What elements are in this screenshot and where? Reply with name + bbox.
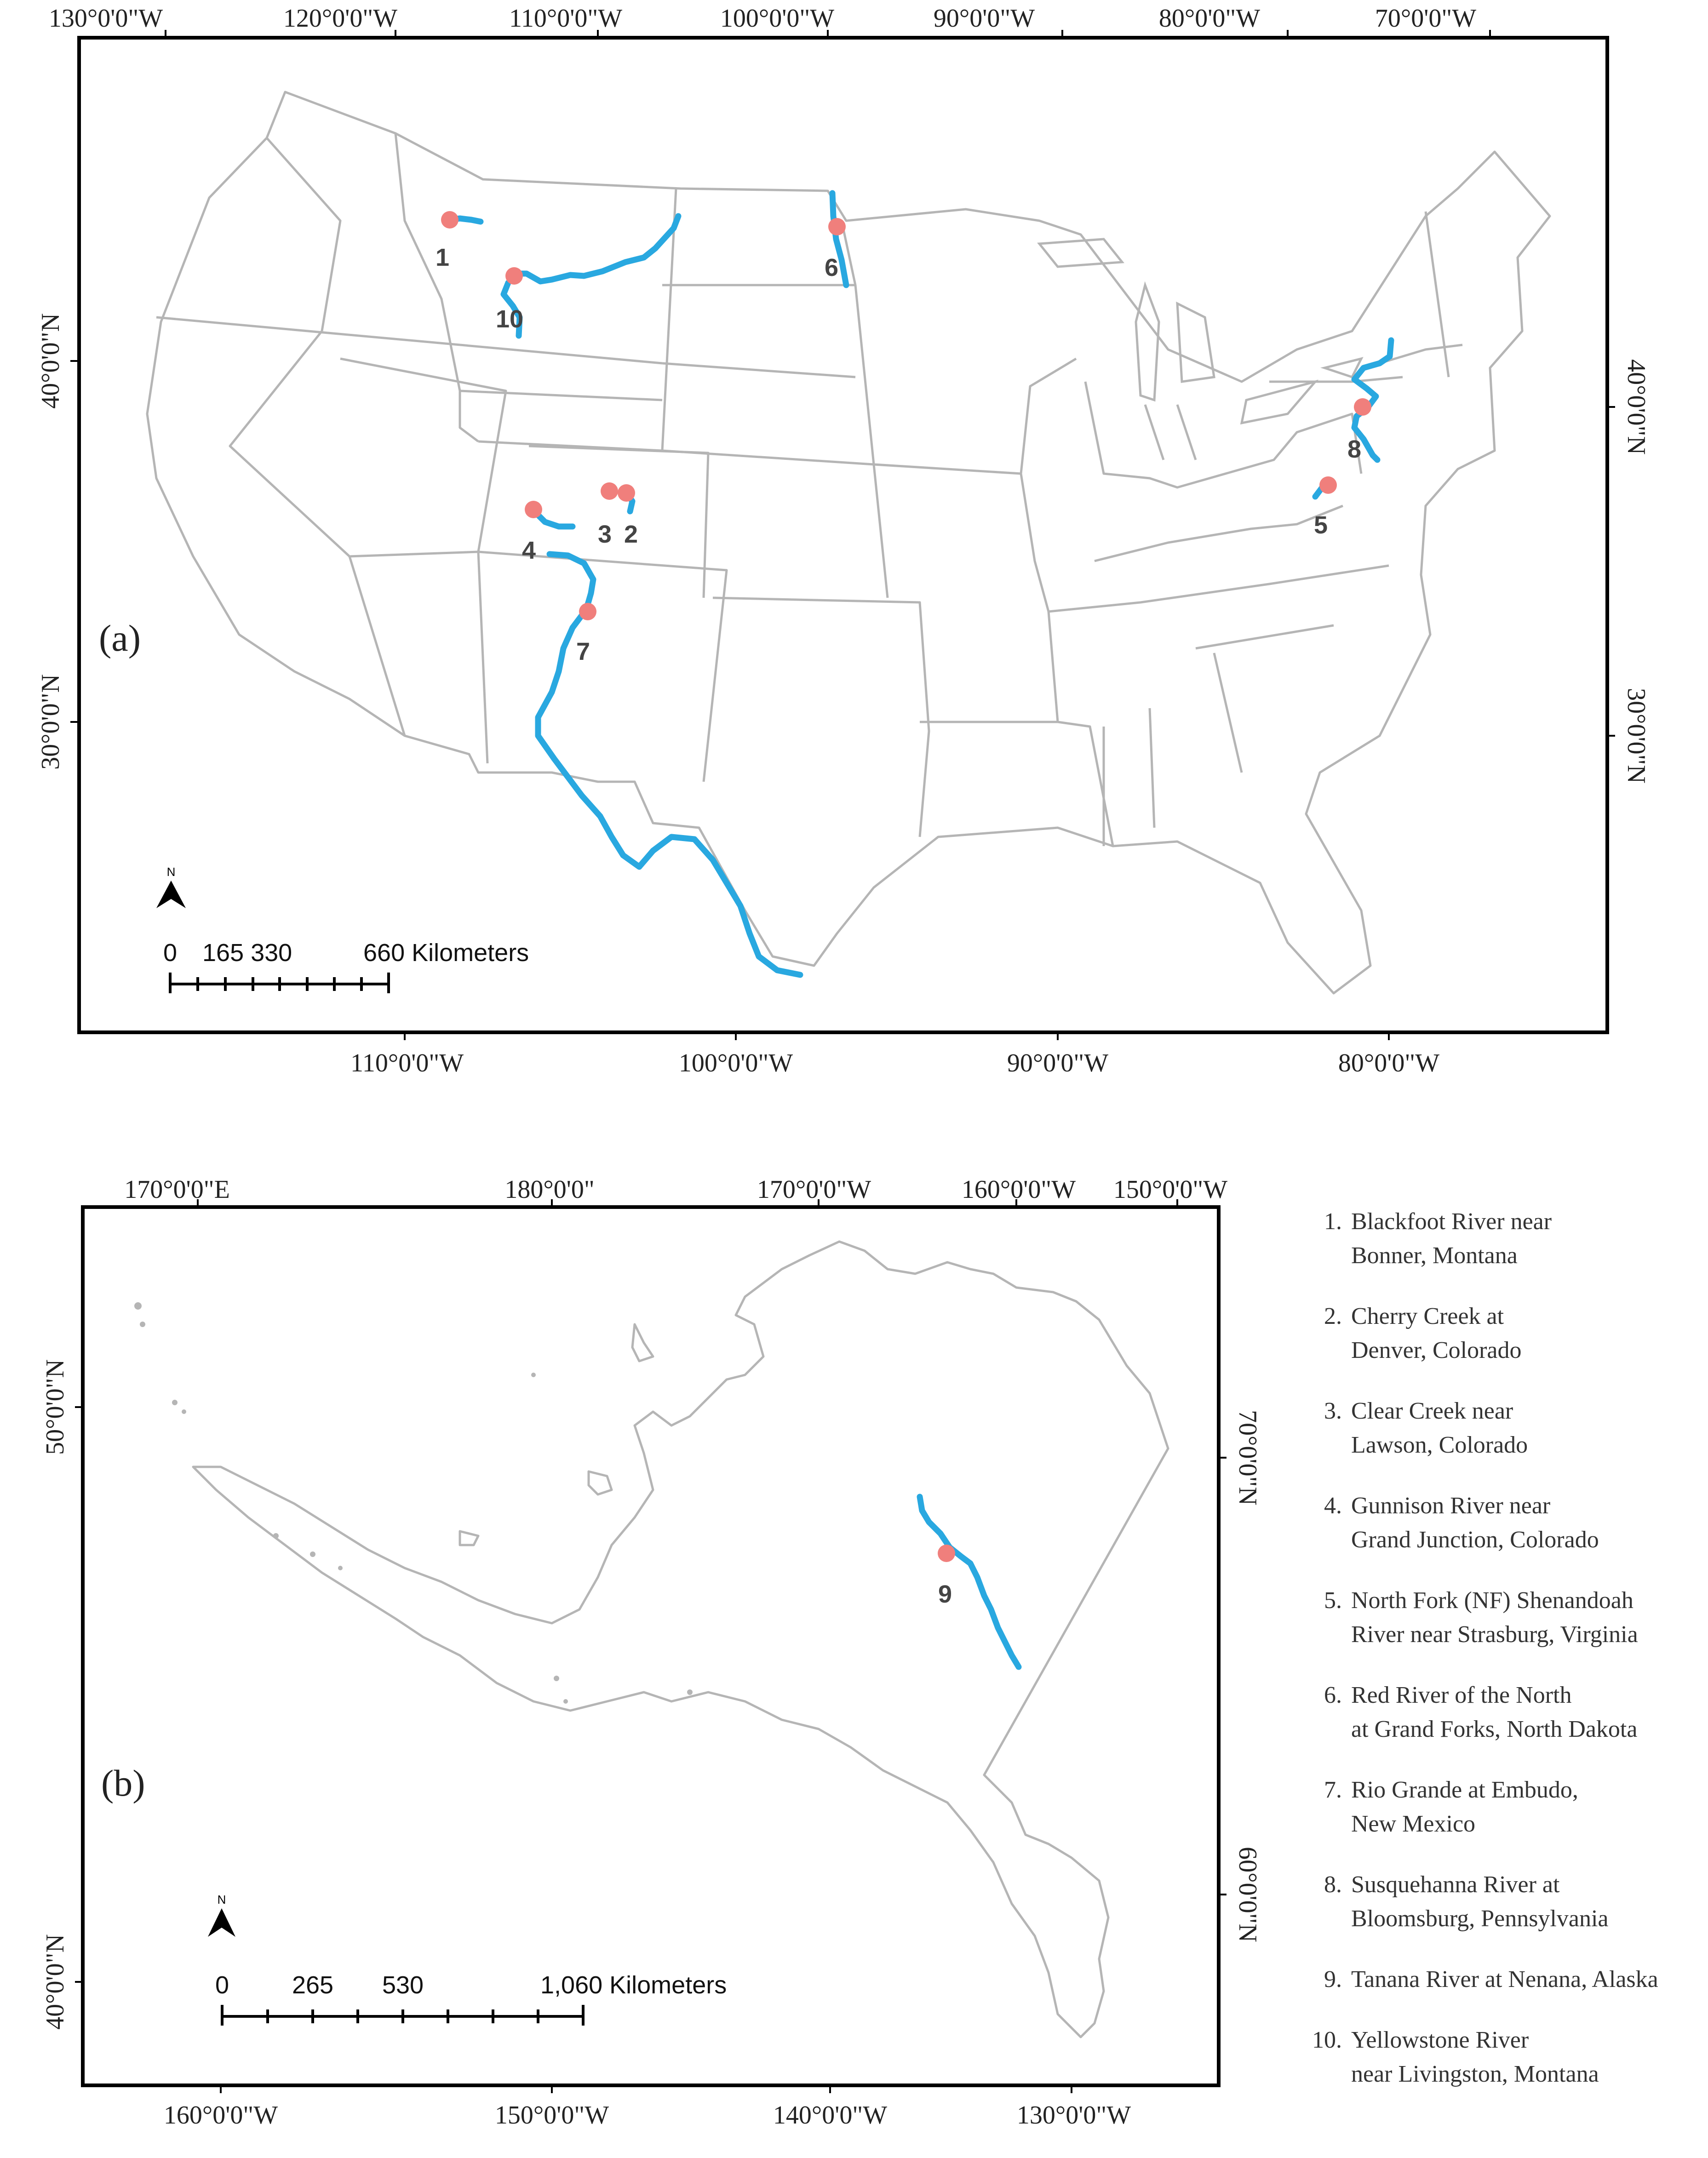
site-10-marker xyxy=(505,267,523,285)
panel-b-top-tick: 160°0'0"W xyxy=(961,1175,1076,1204)
panel-b-scale-label: 530 xyxy=(382,1971,424,1999)
site-label-7: 7 xyxy=(576,638,590,665)
site-1-marker xyxy=(441,211,459,229)
legend-number: 8. xyxy=(1324,1872,1342,1898)
panel-a-top-tick: 80°0'0"W xyxy=(1158,4,1261,33)
legend-number: 3. xyxy=(1324,1398,1342,1424)
site-label-1: 1 xyxy=(435,244,450,271)
legend-text xyxy=(1351,1678,1705,1746)
site-label-3: 3 xyxy=(597,521,612,548)
legend-text xyxy=(1351,1394,1705,1462)
panel-b-bottom-tick: 140°0'0"W xyxy=(773,2101,888,2129)
aleutian-islands xyxy=(134,1302,693,1704)
panel-b-top-tick: 180°0'0" xyxy=(504,1175,595,1204)
legend-line: Rio Grande at Embudo, xyxy=(1351,1777,1578,1803)
panel-b-label: (b) xyxy=(101,1762,145,1804)
panel-a-right-tick: 30°0'0"N xyxy=(1622,688,1651,784)
legend-number: 5. xyxy=(1324,1587,1342,1614)
legend-line: near Livingston, Montana xyxy=(1351,2061,1599,2087)
site-label-5: 5 xyxy=(1313,511,1328,539)
panel-a-top-tick: 120°0'0"W xyxy=(283,4,398,33)
river-rio-grande xyxy=(538,554,800,975)
legend-number: 10. xyxy=(1312,2027,1342,2053)
legend-text xyxy=(1351,1205,1705,1273)
panel-b-bottom-tick: 160°0'0"W xyxy=(163,2101,278,2129)
legend-text xyxy=(1351,1299,1705,1368)
panel-a-tick-labels xyxy=(36,4,1651,1077)
panel-b xyxy=(75,1199,1227,2093)
site-label-9: 9 xyxy=(938,1580,952,1608)
legend-text xyxy=(1351,2023,1705,2091)
panel-a-top-tick: 100°0'0"W xyxy=(720,4,835,33)
legend-number: 4. xyxy=(1324,1493,1342,1519)
panel-b-top-tick: 170°0'0"W xyxy=(757,1175,871,1204)
panel-b-frame xyxy=(83,1207,1219,2085)
panel-b-north-arrow xyxy=(208,1908,235,1937)
panel-b-scale-label: 265 xyxy=(292,1971,334,1999)
legend-line: Bonner, Montana xyxy=(1351,1242,1518,1269)
panel-b-top-tick: 150°0'0"W xyxy=(1113,1175,1228,1204)
site-7-marker xyxy=(579,603,596,620)
panel-b-north-label: N xyxy=(217,1893,226,1906)
legend-line: Cherry Creek at xyxy=(1351,1303,1504,1329)
legend-line: North Fork (NF) Shenandoah xyxy=(1351,1587,1633,1614)
legend-text xyxy=(1351,1963,1705,1997)
panel-b-rivers xyxy=(920,1497,1019,1667)
panel-a-left-tick: 40°0'0"N xyxy=(36,313,65,409)
panel-b-ticks xyxy=(75,1199,1227,2093)
panel-b-bottom-tick: 150°0'0"W xyxy=(494,2101,609,2129)
panel-a-right-tick: 40°0'0"N xyxy=(1622,359,1651,455)
legend-line: River near Strasburg, Virginia xyxy=(1351,1621,1638,1648)
site-9-marker xyxy=(938,1545,955,1562)
panel-b-left-tick: 40°0'0"N xyxy=(41,1934,69,2030)
site-5-marker xyxy=(1319,476,1337,494)
legend-text xyxy=(1351,1584,1705,1652)
legend-line: at Grand Forks, North Dakota xyxy=(1351,1716,1638,1742)
panel-a-top-tick: 130°0'0"W xyxy=(48,4,163,33)
alaska-outline xyxy=(193,1242,1168,2037)
legend-line: New Mexico xyxy=(1351,1811,1476,1837)
legend-line: Lawson, Colorado xyxy=(1351,1432,1528,1458)
legend-line: Tanana River at Nenana, Alaska xyxy=(1351,1966,1658,1992)
conus-outline xyxy=(147,92,1550,993)
legend-line: Yellowstone River xyxy=(1351,2027,1529,2053)
legend-line: Clear Creek near xyxy=(1351,1398,1513,1424)
panel-a-bottom-tick: 90°0'0"W xyxy=(1007,1049,1109,1077)
panel-a-left-tick: 30°0'0"N xyxy=(36,674,65,770)
legend-text xyxy=(1351,1868,1705,1936)
legend-line: Grand Junction, Colorado xyxy=(1351,1527,1599,1553)
panel-b-right-tick: 70°0'0"N xyxy=(1233,1410,1262,1505)
site-2-marker xyxy=(618,484,635,502)
panel-a-north-label: N xyxy=(166,865,176,879)
site-label-10: 10 xyxy=(495,305,524,333)
legend-line: Red River of the North xyxy=(1351,1682,1572,1708)
legend-number: 2. xyxy=(1324,1303,1342,1329)
legend-line: Denver, Colorado xyxy=(1351,1337,1522,1363)
panel-a-scale-label: 165 330 xyxy=(202,939,292,967)
panel-a-bottom-tick: 80°0'0"W xyxy=(1338,1049,1440,1077)
panel-a-label: (a) xyxy=(99,617,141,659)
panel-a-ticks xyxy=(70,30,1615,1040)
panel-a-rivers xyxy=(450,193,1391,975)
panel-b-left-tick: 50°0'0"N xyxy=(41,1359,69,1455)
panel-a xyxy=(70,30,1615,1040)
panel-a-bottom-tick: 100°0'0"W xyxy=(678,1049,793,1077)
panel-b-bottom-tick: 130°0'0"W xyxy=(1016,2101,1131,2129)
panel-b-sites xyxy=(938,1545,955,1562)
panel-a-scale-label: 660 Kilometers xyxy=(363,939,529,967)
panel-a-scale-bar xyxy=(170,973,389,993)
panel-a-scale-label: 0 xyxy=(163,939,178,967)
site-label-8: 8 xyxy=(1347,435,1362,463)
legend-text xyxy=(1351,1773,1705,1841)
panel-a-bottom-tick: 110°0'0"W xyxy=(350,1049,464,1077)
panel-a-top-tick: 90°0'0"W xyxy=(933,4,1035,33)
panel-a-frame xyxy=(79,38,1607,1032)
panel-a-scale-labels xyxy=(163,939,529,967)
site-3-marker xyxy=(601,482,618,500)
river-tanana xyxy=(920,1497,1019,1667)
site-4-marker xyxy=(525,501,542,518)
legend-line: Bloomsburg, Pennsylvania xyxy=(1351,1906,1609,1932)
panel-a-top-tick: 110°0'0"W xyxy=(509,4,623,33)
site-8-marker xyxy=(1354,398,1371,416)
site-6-marker xyxy=(828,218,846,235)
panel-b-scale-label: 0 xyxy=(215,1971,229,1999)
panel-b-scale-labels xyxy=(215,1971,727,1999)
legend-text xyxy=(1351,1489,1705,1557)
legend-line: Gunnison River near xyxy=(1351,1493,1551,1519)
panel-b-top-tick: 170°0'0"E xyxy=(124,1175,230,1204)
legend-number: 6. xyxy=(1324,1682,1342,1708)
panel-b-scale-bar xyxy=(222,2005,583,2026)
panel-a-top-tick: 70°0'0"W xyxy=(1375,4,1477,33)
legend-number: 9. xyxy=(1324,1966,1342,1992)
legend-line: Susquehanna River at xyxy=(1351,1872,1560,1898)
site-label-4: 4 xyxy=(522,537,536,564)
legend-number: 1. xyxy=(1324,1208,1342,1235)
site-label-6: 6 xyxy=(824,254,839,281)
panel-b-scale-label: 1,060 Kilometers xyxy=(540,1971,727,1999)
site-label-2: 2 xyxy=(624,521,638,548)
panel-b-right-tick: 60°0'0"N xyxy=(1233,1847,1262,1942)
panel-a-north-arrow xyxy=(156,881,186,908)
legend-line: Blackfoot River near xyxy=(1351,1208,1552,1235)
river-yellowstone xyxy=(514,216,678,281)
legend-number: 7. xyxy=(1324,1777,1342,1803)
